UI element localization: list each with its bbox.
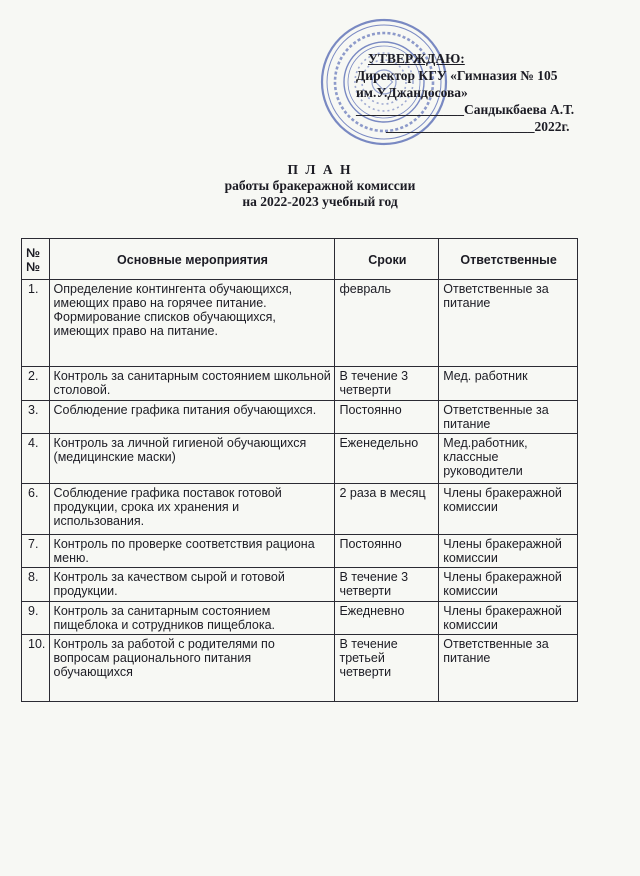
approval-heading: УТВЕРЖДАЮ: [368, 51, 465, 66]
row-term: Ежедневно [335, 602, 439, 635]
approval-director-line: Директор КГУ «Гимназия № 105 [356, 68, 558, 83]
row-activity: Соблюдение графика поставок готовой продукции, срока их хранения и использования. [49, 484, 335, 535]
row-term: февраль [335, 280, 439, 367]
row-term: Постоянно [335, 401, 439, 434]
row-responsible: Члены бракеражной комиссии [439, 568, 578, 602]
row-term: Еженедельно [335, 434, 439, 484]
row-responsible: Члены бракеражной комиссии [439, 535, 578, 568]
table-row [22, 484, 578, 535]
row-number: 1. [22, 280, 50, 367]
row-activity: Контроль за личной гигиеной обучающихся (медицинские маски) [49, 434, 335, 484]
row-responsible: Ответственные за питание [439, 280, 578, 367]
row-responsible: Мед.работник, классные руководители [439, 434, 578, 484]
table-row [22, 434, 578, 484]
header-responsible: Ответственные [439, 239, 578, 280]
row-term: 2 раза в месяц [335, 484, 439, 535]
table-row [22, 401, 578, 434]
table-row [22, 602, 578, 635]
row-number: 6. [22, 484, 50, 535]
row-activity: Определение контингента обучающихся, имеющих право на горячее питание. Формирование списков обучающихся, имеющих право на питание. [49, 280, 335, 367]
plan-table [21, 238, 578, 702]
row-activity: Контроль за работой с родителями по вопросам рационального питания обучающихся [49, 635, 335, 702]
title-plan: П Л А Н [287, 162, 353, 177]
row-responsible: Члены бракеражной комиссии [439, 602, 578, 635]
approval-signature-line: ________________Сандыкбаева А.Т. [356, 102, 575, 117]
row-number: 9. [22, 602, 50, 635]
row-activity: Соблюдение графика питания обучающихся. [49, 401, 335, 434]
header-term: Сроки [335, 239, 439, 280]
row-responsible: Ответственные за питание [439, 401, 578, 434]
row-number: 2. [22, 367, 50, 401]
header-number: № № [22, 239, 50, 280]
document-title [150, 162, 490, 210]
row-activity: Контроль по проверке соответствия рациона меню. [49, 535, 335, 568]
row-responsible: Члены бракеражной комиссии [439, 484, 578, 535]
row-number: 8. [22, 568, 50, 602]
row-activity: Контроль за санитарным состоянием пищеблока и сотрудников пищеблока. [49, 602, 335, 635]
row-number: 10. [22, 635, 50, 702]
table-row [22, 535, 578, 568]
row-activity: Контроль за санитарным состоянием школьной столовой. [49, 367, 335, 401]
row-term: В течение 3 четверти [335, 568, 439, 602]
table-row [22, 367, 578, 401]
row-number: 7. [22, 535, 50, 568]
header-activity: Основные мероприятия [49, 239, 335, 280]
title-subtitle: работы бракеражной комиссии [224, 178, 416, 193]
table-row [22, 635, 578, 702]
table-row [22, 280, 578, 367]
row-term: В течение третьей четверти [335, 635, 439, 702]
table-row [22, 568, 578, 602]
approval-date-line: ______________________2022г. [386, 119, 570, 134]
row-responsible: Мед. работник [439, 367, 578, 401]
row-activity: Контроль за качеством сырой и готовой продукции. [49, 568, 335, 602]
title-year: на 2022-2023 учебный год [242, 194, 398, 209]
approval-school-name: им.У.Джандосова» [356, 85, 468, 100]
row-number: 4. [22, 434, 50, 484]
row-term: В течение 3 четверти [335, 367, 439, 401]
row-term: Постоянно [335, 535, 439, 568]
row-number: 3. [22, 401, 50, 434]
row-responsible: Ответственные за питание [439, 635, 578, 702]
table-header-row [22, 239, 578, 280]
approval-block [356, 50, 626, 135]
